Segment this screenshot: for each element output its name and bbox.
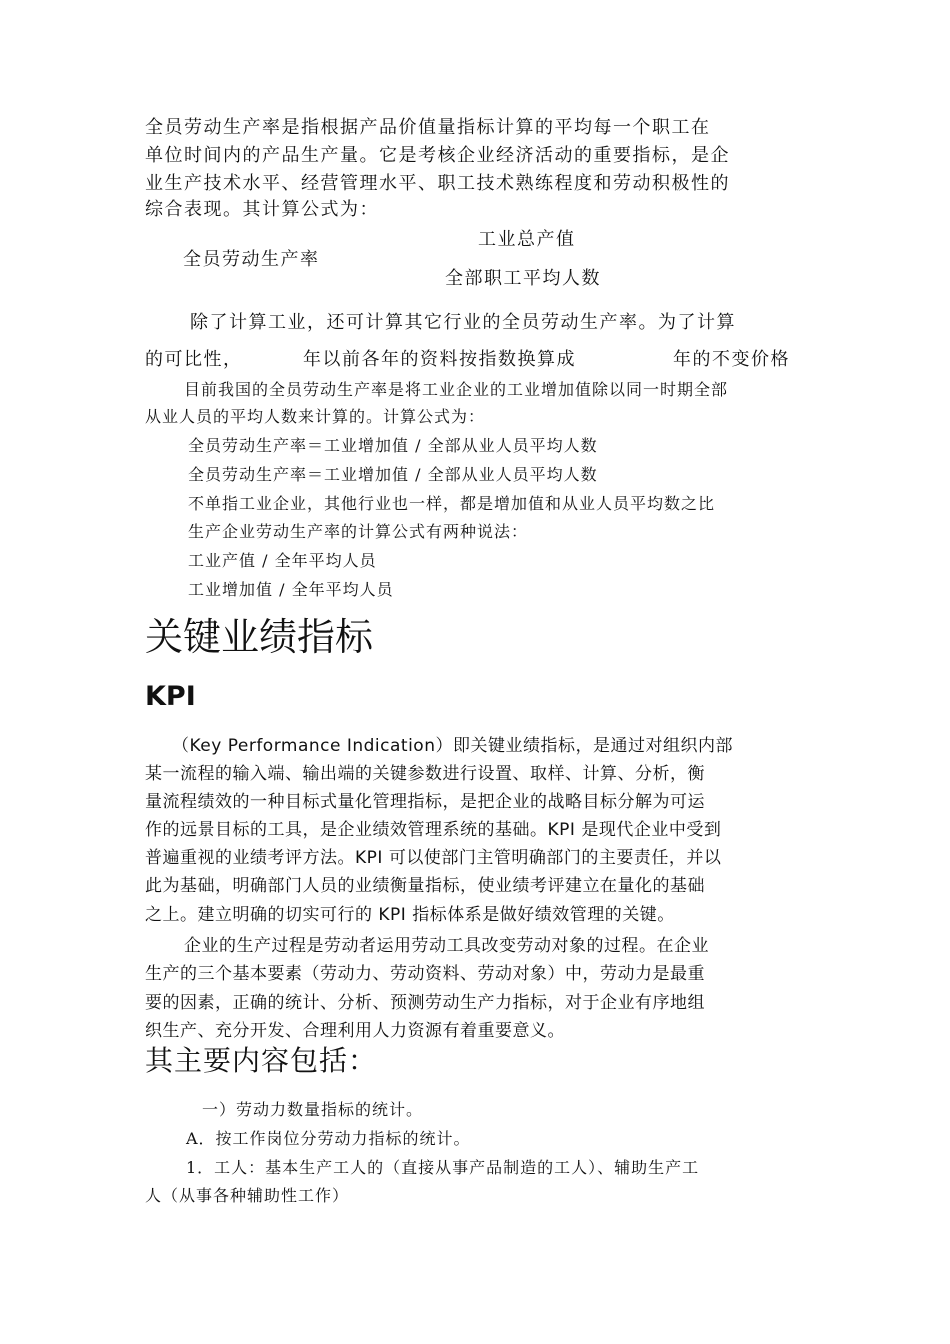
paragraph-line: 企业的生产过程是劳动者运用劳动工具改变劳动对象的过程。在企业 (184, 936, 709, 956)
paragraph-line: 之上。建立明确的切实可行的 KPI 指标体系是做好绩效管理的关键。 (145, 905, 675, 925)
heading-kpi-abbr: KPI (145, 681, 196, 712)
paragraph-line: 织生产、充分开发、合理利用人力资源有着重要意义。 (145, 1021, 565, 1041)
formula-line: 工业产值 / 全年平均人员 (188, 551, 377, 570)
paragraph-line: 生产的三个基本要素（劳动力、劳动资料、劳动对象）中，劳动力是最重 (145, 964, 705, 984)
paragraph-line: 作的远景目标的工具，是企业绩效管理系统的基础。KPI 是现代企业中受到 (145, 820, 722, 840)
heading-kpi: 关键业绩指标 (145, 615, 374, 659)
paragraph-line: 普遍重视的业绩考评方法。KPI 可以使部门主管明确部门的主要责任，并以 (145, 848, 722, 868)
paragraph-line-part: 的可比性， (145, 349, 243, 370)
paragraph-line: 业生产技术水平、经营管理水平、职工技术熟练程度和劳动积极性的 (145, 173, 730, 194)
formula-line: 不单指工业企业，其他行业也一样，都是增加值和从业人员平均数之比 (188, 494, 716, 513)
list-item: 一）劳动力数量指标的统计。 (202, 1100, 424, 1119)
paragraph-line: 量流程绩效的一种目标式量化管理指标，是把企业的战略目标分解为可运 (145, 792, 705, 812)
list-item: 人（从事各种辅助性工作） (145, 1186, 350, 1205)
formula-numerator: 工业总产值 (478, 229, 576, 250)
paragraph-line: 目前我国的全员劳动生产率是将工业企业的工业增加值除以同一时期全部 (184, 380, 729, 399)
paragraph-line-part: 年以前各年的资料按指数换算成 (303, 349, 576, 370)
paragraph-line: 综合表现。其计算公式为： (145, 199, 379, 220)
paragraph-line-part: 年的不变价格 (673, 349, 790, 370)
formula-line: 生产企业劳动生产率的计算公式有两种说法： (188, 522, 529, 541)
paragraph-line: 除了计算工业，还可计算其它行业的全员劳动生产率。为了计算 (190, 312, 736, 333)
formula-line: 全员劳动生产率＝工业增加值 / 全部从业人员平均人数 (188, 436, 598, 455)
list-item: A．按工作岗位分劳动力指标的统计。 (186, 1129, 471, 1148)
heading-contents: 其主要内容包括： (145, 1044, 378, 1077)
formula-line: 全员劳动生产率＝工业增加值 / 全部从业人员平均人数 (188, 465, 598, 484)
paragraph-line: 某一流程的输入端、输出端的关键参数进行设置、取样、计算、分析，衡 (145, 764, 705, 784)
paragraph-line: 此为基础，明确部门人员的业绩衡量指标，使业绩考评建立在量化的基础 (145, 876, 705, 896)
paragraph-line: 从业人员的平均人数来计算的。计算公式为： (145, 407, 486, 426)
paragraph-line: 单位时间内的产品生产量。它是考核企业经济活动的重要指标，是企 (145, 145, 730, 166)
paragraph-line: （Key Performance Indication）即关键业绩指标，是通过对组织内部 (172, 736, 733, 756)
formula-lhs: 全员劳动生产率 (183, 249, 320, 270)
list-item: 1．工人：基本生产工人的（直接从事产品制造的工人）、辅助生产工 (186, 1158, 700, 1177)
formula-line: 工业增加值 / 全年平均人员 (188, 580, 394, 599)
paragraph-line: 全员劳动生产率是指根据产品价值量指标计算的平均每一个职工在 (145, 117, 711, 138)
formula-denominator: 全部职工平均人数 (445, 268, 601, 289)
paragraph-line: 要的因素，正确的统计、分析、预测劳动生产力指标，对于企业有序地组 (145, 993, 705, 1013)
